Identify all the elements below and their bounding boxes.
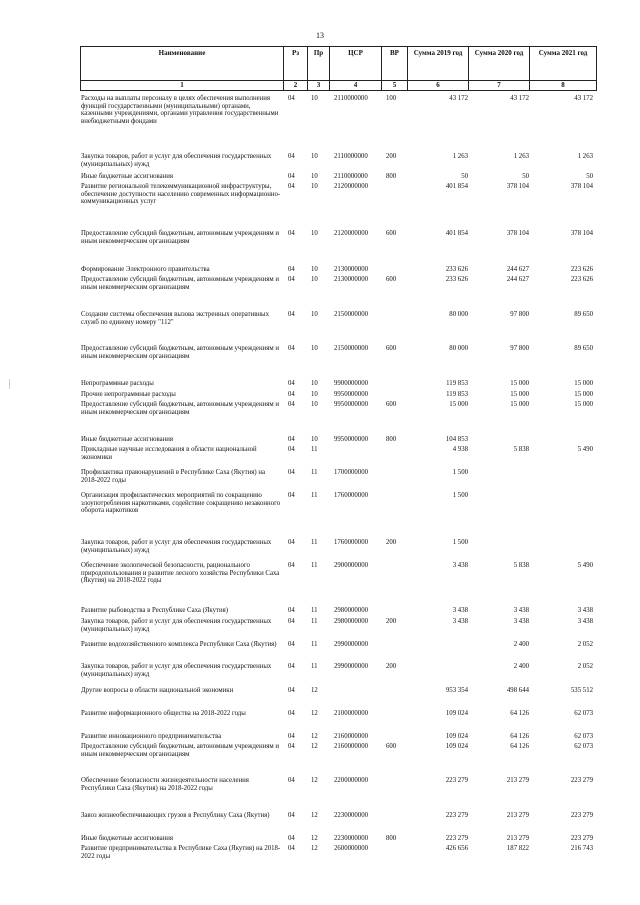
row-sum-2020: 5 838 bbox=[513, 562, 529, 569]
row-rz: 04 bbox=[288, 436, 295, 443]
column-number: 5 bbox=[382, 81, 408, 91]
row-rz: 04 bbox=[288, 266, 295, 273]
row-vr: 800 bbox=[386, 436, 397, 443]
column-number: 6 bbox=[408, 81, 469, 91]
row-pr: 11 bbox=[311, 446, 318, 453]
row-pr: 11 bbox=[311, 492, 318, 499]
column-number: 2 bbox=[284, 81, 308, 91]
row-sum-2019: 1 500 bbox=[452, 492, 468, 499]
row-sum-2020: 64 126 bbox=[510, 710, 529, 717]
row-csr: 2990000000 bbox=[334, 641, 368, 648]
column-header-sum-2019: Сумма 2019 год bbox=[408, 47, 469, 81]
row-csr: 9950000000 bbox=[334, 391, 368, 398]
row-sum-2021: 378 104 bbox=[570, 183, 593, 190]
column-header-sum-2020: Сумма 2020 год bbox=[469, 47, 530, 81]
row-csr: 2600000000 bbox=[334, 845, 368, 852]
row-csr: 2900000000 bbox=[334, 562, 368, 569]
row-rz: 04 bbox=[288, 311, 295, 318]
row-pr: 12 bbox=[311, 743, 318, 750]
column-number: 3 bbox=[308, 81, 330, 91]
row-pr: 11 bbox=[311, 539, 318, 546]
row-sum-2020: 3 438 bbox=[513, 618, 529, 625]
row-csr: 2230000000 bbox=[334, 812, 368, 819]
row-sum-2019: 4 938 bbox=[452, 446, 468, 453]
row-name: Предоставление субсидий бюджетным, автономным учреждениям и иным некоммерческим организациям bbox=[81, 276, 279, 291]
row-vr: 800 bbox=[386, 173, 397, 180]
row-pr: 10 bbox=[311, 380, 318, 387]
row-csr: 2150000000 bbox=[334, 345, 368, 352]
row-sum-2021: 1 263 bbox=[577, 153, 593, 160]
row-sum-2019: 233 626 bbox=[445, 276, 468, 283]
row-pr: 10 bbox=[311, 183, 318, 190]
row-name: Развитие инновационного предпринимательства bbox=[81, 733, 222, 740]
row-csr: 2200000000 bbox=[334, 777, 368, 784]
row-name: Закупка товаров, работ и услуг для обеспечения государственных (муниципальных) нужд bbox=[81, 663, 272, 678]
row-csr: 2110000000 bbox=[334, 173, 368, 180]
row-pr: 10 bbox=[311, 266, 318, 273]
row-sum-2021: 62 073 bbox=[574, 710, 593, 717]
row-pr: 11 bbox=[311, 562, 318, 569]
row-rz: 04 bbox=[288, 607, 295, 614]
row-sum-2019: 119 853 bbox=[446, 380, 468, 387]
row-pr: 11 bbox=[311, 618, 318, 625]
row-pr: 12 bbox=[311, 835, 318, 842]
row-vr: 200 bbox=[386, 539, 397, 546]
row-pr: 10 bbox=[311, 391, 318, 398]
row-vr: 600 bbox=[386, 401, 397, 408]
row-sum-2021: 43 172 bbox=[574, 95, 593, 102]
row-sum-2020: 2 400 bbox=[513, 641, 529, 648]
row-rz: 04 bbox=[288, 539, 295, 546]
row-pr: 10 bbox=[311, 276, 318, 283]
row-csr: 2110000000 bbox=[334, 153, 368, 160]
row-sum-2020: 97 800 bbox=[510, 345, 529, 352]
row-rz: 04 bbox=[288, 641, 295, 648]
row-rz: 04 bbox=[288, 812, 295, 819]
row-sum-2021: 5 490 bbox=[577, 446, 593, 453]
row-sum-2021: 378 104 bbox=[570, 230, 593, 237]
row-sum-2019: 223 279 bbox=[445, 777, 468, 784]
row-pr: 10 bbox=[311, 311, 318, 318]
row-sum-2021: 223 279 bbox=[570, 812, 593, 819]
row-csr: 2160000000 bbox=[334, 743, 368, 750]
row-name: Закупка товаров, работ и услуг для обеспечения государственных (муниципальных) нужд bbox=[81, 618, 272, 633]
row-rz: 04 bbox=[288, 835, 295, 842]
row-sum-2019: 43 172 bbox=[449, 95, 468, 102]
row-sum-2019: 223 279 bbox=[445, 812, 468, 819]
row-sum-2020: 15 000 bbox=[510, 401, 529, 408]
row-name: Развитие рыбоводства в Республике Саха (Якутия) bbox=[81, 607, 229, 614]
row-pr: 12 bbox=[311, 812, 318, 819]
row-sum-2021: 3 438 bbox=[577, 618, 593, 625]
row-sum-2019: 401 854 bbox=[445, 183, 468, 190]
row-vr: 200 bbox=[386, 618, 397, 625]
row-sum-2021: 223 279 bbox=[570, 777, 593, 784]
row-pr: 10 bbox=[311, 345, 318, 352]
row-sum-2019: 109 024 bbox=[445, 733, 468, 740]
row-name: Создание системы обеспечения вызова экстренных оперативных служб по единому номеру "112" bbox=[81, 311, 270, 326]
row-pr: 10 bbox=[311, 95, 318, 102]
row-pr: 10 bbox=[311, 173, 318, 180]
row-pr: 10 bbox=[311, 230, 318, 237]
row-sum-2019: 401 854 bbox=[445, 230, 468, 237]
row-sum-2021: 3 438 bbox=[577, 607, 593, 614]
row-sum-2020: 1 263 bbox=[513, 153, 529, 160]
row-sum-2020: 378 104 bbox=[506, 183, 529, 190]
row-csr: 2130000000 bbox=[334, 276, 368, 283]
row-pr: 10 bbox=[311, 153, 318, 160]
column-number: 8 bbox=[530, 81, 597, 91]
row-sum-2020: 213 279 bbox=[506, 835, 529, 842]
row-csr: 2150000000 bbox=[334, 311, 368, 318]
row-name: Прикладные научные исследования в области национальной экономики bbox=[81, 446, 257, 461]
row-pr: 11 bbox=[311, 607, 318, 614]
row-pr: 10 bbox=[311, 401, 318, 408]
row-rz: 04 bbox=[288, 173, 295, 180]
column-header-pr: Пр bbox=[308, 47, 330, 81]
row-rz: 04 bbox=[288, 276, 295, 283]
row-rz: 04 bbox=[288, 663, 295, 670]
row-sum-2020: 15 000 bbox=[510, 380, 529, 387]
row-sum-2019: 223 279 bbox=[445, 835, 468, 842]
row-rz: 04 bbox=[288, 777, 295, 784]
row-pr: 12 bbox=[311, 845, 318, 852]
column-header-rz: Рз bbox=[284, 47, 308, 81]
row-csr: 2100000000 bbox=[334, 710, 368, 717]
row-sum-2019: 1 263 bbox=[452, 153, 468, 160]
row-rz: 04 bbox=[288, 469, 295, 476]
row-sum-2020: 213 279 bbox=[506, 812, 529, 819]
row-name: Развитие предпринимательства в Республике Саха (Якутия) на 2018-2022 годы bbox=[81, 845, 281, 860]
row-rz: 04 bbox=[288, 733, 295, 740]
row-csr: 2980000000 bbox=[334, 618, 368, 625]
row-sum-2019: 15 000 bbox=[449, 401, 468, 408]
row-sum-2019: 3 438 bbox=[452, 618, 468, 625]
row-name: Непрограммные расходы bbox=[81, 380, 154, 387]
row-csr: 2990000000 bbox=[334, 663, 368, 670]
row-rz: 04 bbox=[288, 345, 295, 352]
row-sum-2020: 378 104 bbox=[506, 230, 529, 237]
row-pr: 12 bbox=[311, 710, 318, 717]
row-sum-2019: 109 024 bbox=[445, 710, 468, 717]
row-pr: 11 bbox=[311, 641, 318, 648]
row-sum-2020: 213 279 bbox=[506, 777, 529, 784]
row-vr: 600 bbox=[386, 276, 397, 283]
row-name: Другие вопросы в области национальной экономики bbox=[81, 687, 234, 694]
row-sum-2019: 104 853 bbox=[445, 436, 468, 443]
row-sum-2020: 498 644 bbox=[506, 687, 529, 694]
row-csr: 9950000000 bbox=[334, 436, 368, 443]
row-name: Закупка товаров, работ и услуг для обеспечения государственных (муниципальных) нужд bbox=[81, 153, 272, 168]
row-csr: 2160000000 bbox=[334, 733, 368, 740]
row-vr: 200 bbox=[386, 153, 397, 160]
row-sum-2019: 233 626 bbox=[445, 266, 468, 273]
row-sum-2020: 5 838 bbox=[513, 446, 529, 453]
row-csr: 9900000000 bbox=[334, 380, 368, 387]
row-rz: 04 bbox=[288, 183, 295, 190]
row-sum-2021: 535 512 bbox=[570, 687, 593, 694]
column-header-name: Наименование bbox=[81, 47, 284, 81]
row-sum-2021: 223 626 bbox=[570, 276, 593, 283]
row-sum-2020: 64 126 bbox=[510, 733, 529, 740]
row-name: Предоставление субсидий бюджетным, автономным учреждениям и иным некоммерческим организациям bbox=[81, 345, 279, 360]
row-vr: 600 bbox=[386, 230, 397, 237]
row-sum-2021: 2 052 bbox=[577, 663, 593, 670]
row-vr: 800 bbox=[386, 835, 397, 842]
row-sum-2019: 50 bbox=[461, 173, 468, 180]
row-sum-2020: 244 627 bbox=[506, 266, 529, 273]
row-pr: 12 bbox=[311, 777, 318, 784]
row-name: Прочие непрограммные расходы bbox=[81, 391, 176, 398]
row-rz: 04 bbox=[288, 380, 295, 387]
row-rz: 04 bbox=[288, 446, 295, 453]
row-rz: 04 bbox=[288, 562, 295, 569]
row-name: Развитие региональной телекоммуникационной инфраструктуры, обеспечение доступности населению современных информационно-коммуникационных услуг bbox=[81, 183, 281, 206]
row-rz: 04 bbox=[288, 710, 295, 717]
row-sum-2020: 187 822 bbox=[506, 845, 529, 852]
row-sum-2021: 89 650 bbox=[574, 345, 593, 352]
row-vr: 600 bbox=[386, 743, 397, 750]
row-name: Развитие информационного общества на 2018-2022 годы bbox=[81, 710, 246, 717]
row-sum-2019: 80 000 bbox=[449, 311, 468, 318]
row-csr: 1700000000 bbox=[334, 469, 368, 476]
row-csr: 2130000000 bbox=[334, 266, 368, 273]
row-name: Формирование Электронного правительства bbox=[81, 266, 210, 273]
row-name: Предоставление субсидий бюджетным, автономным учреждениям и иным некоммерческим организациям bbox=[81, 401, 279, 416]
row-sum-2021: 223 626 bbox=[570, 266, 593, 273]
column-header-vr: ВР bbox=[382, 47, 408, 81]
row-sum-2021: 62 073 bbox=[574, 743, 593, 750]
row-sum-2019: 80 000 bbox=[449, 345, 468, 352]
column-header-csr: ЦСР bbox=[330, 47, 382, 81]
row-sum-2020: 15 000 bbox=[510, 391, 529, 398]
row-pr: 11 bbox=[311, 469, 318, 476]
row-csr: 2120000000 bbox=[334, 183, 368, 190]
row-name: Иные бюджетные ассигнования bbox=[81, 173, 174, 180]
row-rz: 04 bbox=[288, 845, 295, 852]
row-sum-2020: 2 400 bbox=[513, 663, 529, 670]
row-sum-2020: 244 627 bbox=[506, 276, 529, 283]
row-rz: 04 bbox=[288, 687, 295, 694]
row-pr: 11 bbox=[311, 663, 318, 670]
row-name: Иные бюджетные ассигнования bbox=[81, 436, 174, 443]
row-sum-2021: 62 073 bbox=[574, 733, 593, 740]
row-sum-2019: 426 656 bbox=[445, 845, 468, 852]
row-vr: 100 bbox=[386, 95, 397, 102]
row-csr: 2110000000 bbox=[334, 95, 368, 102]
row-sum-2021: 50 bbox=[586, 173, 593, 180]
row-sum-2021: 216 743 bbox=[570, 845, 593, 852]
row-sum-2019: 109 024 bbox=[445, 743, 468, 750]
row-rz: 04 bbox=[288, 95, 295, 102]
row-sum-2020: 3 438 bbox=[513, 607, 529, 614]
row-sum-2020: 64 126 bbox=[510, 743, 529, 750]
row-rz: 04 bbox=[288, 618, 295, 625]
row-csr: 2230000000 bbox=[334, 835, 368, 842]
row-pr: 12 bbox=[311, 733, 318, 740]
row-rz: 04 bbox=[288, 391, 295, 398]
row-sum-2021: 89 650 bbox=[574, 311, 593, 318]
row-pr: 12 bbox=[311, 687, 318, 694]
row-pr: 10 bbox=[311, 436, 318, 443]
column-number: 7 bbox=[469, 81, 530, 91]
row-name: Расходы на выплаты персоналу в целях обеспечения выполнения функций государственными (муниципальными) органами, казенными учреждениями, органами управления государственными внебюджетными фондами bbox=[81, 95, 279, 125]
row-sum-2020: 97 800 bbox=[510, 311, 529, 318]
row-sum-2020: 43 172 bbox=[510, 95, 529, 102]
row-sum-2021: 223 279 bbox=[570, 835, 593, 842]
row-sum-2019: 953 354 bbox=[445, 687, 468, 694]
row-csr: 9950000000 bbox=[334, 401, 368, 408]
page-number: 13 bbox=[316, 31, 324, 40]
column-number: 4 bbox=[330, 81, 382, 91]
row-vr: 200 bbox=[386, 663, 397, 670]
row-csr: 2980000000 bbox=[334, 607, 368, 614]
row-rz: 04 bbox=[288, 492, 295, 499]
row-sum-2021: 5 490 bbox=[577, 562, 593, 569]
row-name: Иные бюджетные ассигнования bbox=[81, 835, 174, 842]
column-header-sum-2021: Сумма 2021 год bbox=[530, 47, 597, 81]
row-name: Обеспечение безопасности жизнедеятельности населения Республики Саха (Якутия) на 2018-2022 годы bbox=[81, 777, 249, 792]
row-vr: 600 bbox=[386, 345, 397, 352]
row-name: Закупка товаров, работ и услуг для обеспечения государственных (муниципальных) нужд bbox=[81, 539, 272, 554]
row-name: Обеспечение экологической безопасности, рационального природопользования и развитие лесного хозяйства Республики Саха (Якутия) на 2018-2022 годы bbox=[81, 562, 280, 585]
row-sum-2021: 15 000 bbox=[574, 401, 593, 408]
row-sum-2019: 1 500 bbox=[452, 539, 468, 546]
row-name: Развитие водохозяйственного комплекса Республики Саха (Якутия) bbox=[81, 641, 277, 648]
row-sum-2019: 1 500 bbox=[452, 469, 468, 476]
row-sum-2021: 2 052 bbox=[577, 641, 593, 648]
row-name: Предоставление субсидий бюджетным, автономным учреждениям и иным некоммерческим организациям bbox=[81, 230, 279, 245]
row-name: Завоз жизнеобеспечивающих грузов в Республику Саха (Якутия) bbox=[81, 812, 270, 819]
row-sum-2020: 50 bbox=[522, 173, 529, 180]
column-number: 1 bbox=[81, 81, 284, 91]
row-name: Профилактика правонарушений в Республике Саха (Якутия) на 2018-2022 годы bbox=[81, 469, 265, 484]
row-name: Предоставление субсидий бюджетным, автономным учреждениям и иным некоммерческим организациям bbox=[81, 743, 279, 758]
row-name: Организация профилактических мероприятий по сокращению злоупотребления наркотиками, содействие сокращению незаконного оборота наркотиков bbox=[81, 492, 281, 515]
row-csr: 1760000000 bbox=[334, 492, 368, 499]
row-rz: 04 bbox=[288, 230, 295, 237]
row-sum-2019: 3 438 bbox=[452, 607, 468, 614]
row-sum-2021: 15 000 bbox=[574, 380, 593, 387]
row-rz: 04 bbox=[288, 153, 295, 160]
row-sum-2019: 119 853 bbox=[446, 391, 468, 398]
row-csr: 2120000000 bbox=[334, 230, 368, 237]
row-rz: 04 bbox=[288, 401, 295, 408]
row-csr: 1760000000 bbox=[334, 539, 368, 546]
row-rz: 04 bbox=[288, 743, 295, 750]
row-sum-2019: 3 438 bbox=[452, 562, 468, 569]
row-sum-2021: 15 000 bbox=[574, 391, 593, 398]
